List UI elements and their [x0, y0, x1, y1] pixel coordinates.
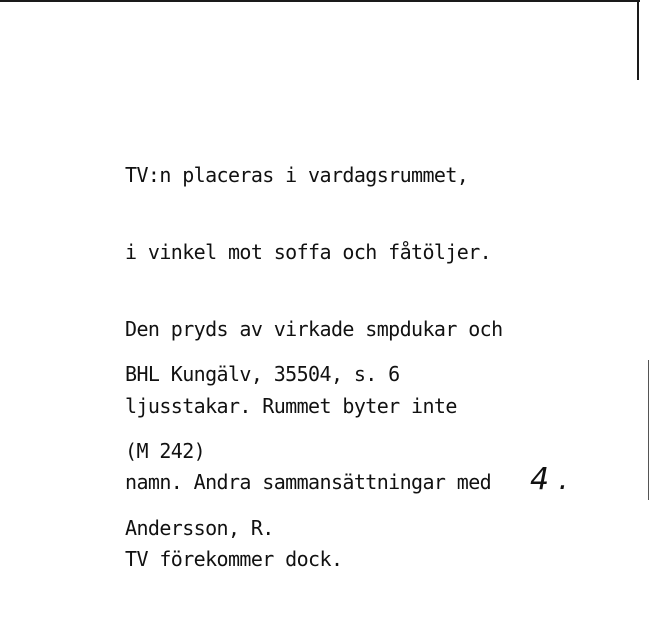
- source-line: BHL Kungälv, 35504, s. 6: [125, 362, 400, 387]
- note-line: namn. Andra sammansättningar med: [125, 470, 492, 495]
- card-right-edge: [648, 360, 649, 500]
- source-line: (M 242): [125, 438, 206, 463]
- source-line: Andersson, R.: [125, 515, 274, 540]
- note-line: ljusstakar. Rummet byter inte: [125, 393, 457, 418]
- handwritten-page-number: 4 .: [530, 462, 569, 497]
- card-right-border: [637, 0, 639, 80]
- note-line: Den pryds av virkade smpdukar och: [125, 316, 503, 341]
- source-reference: [125, 311, 400, 593]
- note-line: TV:n placeras i vardagsrummet,: [125, 163, 469, 188]
- card-top-border: [0, 0, 640, 2]
- note-line: TV förekommer dock.: [125, 547, 343, 572]
- note-line: i vinkel mot soffa och fåtöljer.: [125, 239, 492, 264]
